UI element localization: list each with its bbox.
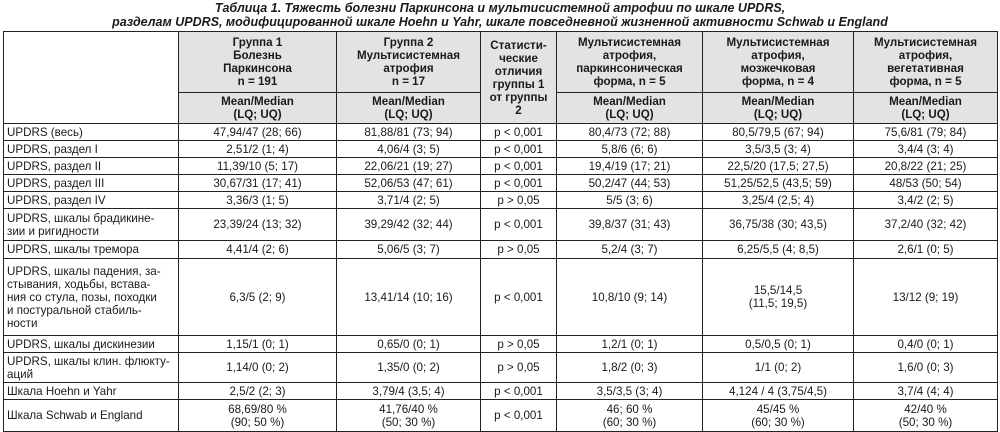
row-label (4, 141, 179, 158)
cell-text-line: ности (7, 316, 38, 330)
data-cell (854, 158, 998, 175)
cell-text-line: 22,06/21 (19; 27) (364, 159, 453, 173)
cell-text-line: 39,29/42 (32; 44) (364, 218, 453, 231)
cell-text-line: 3,25/4 (2,5; 4) (741, 193, 815, 207)
cell-text-line: зии и ригидности (7, 224, 100, 238)
cell-text-line: Шкала Hoehn и Yahr (7, 384, 117, 398)
data-cell (481, 400, 557, 432)
cell-text-line: Mean/Median (221, 95, 294, 108)
data-cell (481, 241, 557, 259)
table-row (4, 259, 998, 336)
cell-text-line: стывания, ходьбы, вставa- (7, 277, 151, 291)
cell-text-line: Паркинсона (223, 62, 292, 75)
data-cell (337, 383, 481, 400)
table-row (4, 209, 998, 241)
cell-text-line: Группа 1 (232, 36, 283, 49)
col-header-stat-diff (481, 32, 557, 124)
cell-text-line: (60; 30 %) (751, 415, 805, 429)
data-cell (179, 336, 337, 353)
data-cell (481, 124, 557, 141)
cell-text-line: 1,6/0 (0; 3) (897, 361, 954, 374)
data-cell (557, 383, 703, 400)
cell-text-line: ния со стула, позы, походки (7, 290, 157, 304)
cell-text-line: 0,4/0 (0; 1) (897, 337, 954, 351)
data-cell (337, 400, 481, 432)
data-cell (337, 158, 481, 175)
cell-text-line: отличия (494, 64, 543, 78)
row-label (4, 158, 179, 175)
cell-text-line: 11,39/10 (5; 17) (217, 159, 298, 173)
data-cell (337, 259, 481, 336)
cell-text-line: 37,2/40 (32; 42) (884, 218, 967, 231)
cell-text-line: UPDRS, раздел IV (7, 193, 106, 207)
data-cell (557, 259, 703, 336)
cell-text-line: p < 0,001 (494, 142, 543, 156)
cell-text-line: UPDRS, шкалы клин. флюкту- (7, 354, 170, 368)
cell-text-line: атрофия, (898, 49, 953, 62)
cell-text-line: 3,36/3 (1; 5) (226, 193, 289, 207)
cell-text-line: 5,06/5 (3; 7) (377, 243, 440, 256)
data-cell (179, 383, 337, 400)
data-cell (854, 192, 998, 209)
table-row (4, 400, 998, 432)
data-cell (481, 336, 557, 353)
data-cell (557, 209, 703, 241)
data-cell (481, 209, 557, 241)
cell-text-line: 50,2/47 (44; 53) (588, 176, 671, 190)
cell-text-line: 39,8/37 (31; 43) (588, 218, 671, 231)
cell-text-line: 2 (515, 103, 522, 117)
cell-text-line: от группы (489, 90, 548, 104)
data-cell (854, 241, 998, 259)
cell-text-line: 4,06/4 (3; 5) (377, 142, 440, 156)
cell-text-line: p < 0,001 (494, 125, 543, 139)
data-cell (854, 141, 998, 158)
table-row (4, 383, 998, 400)
row-label (4, 209, 179, 241)
cell-text-line: p < 0,001 (494, 290, 543, 304)
cell-text-line: (LQ; UQ) (605, 108, 654, 121)
cell-text-line: 75,6/81 (79; 84) (884, 125, 967, 139)
data-cell (557, 336, 703, 353)
cell-text-line: 3,5/3,5 (3; 4) (745, 142, 811, 156)
cell-text-line: форма, n = 5 (889, 75, 962, 88)
cell-text-line: 23,39/24 (13; 32) (213, 218, 302, 231)
cell-text-line: 5,2/4 (3; 7) (601, 243, 658, 256)
row-label (4, 383, 179, 400)
data-cell (703, 383, 854, 400)
cell-text-line: UPDRS, шкалы брадикине- (7, 211, 155, 225)
cell-text-line: 19,4/19 (17; 21) (588, 159, 671, 173)
data-cell (179, 175, 337, 192)
data-cell (179, 209, 337, 241)
cell-text-line: (LQ; UQ) (233, 108, 282, 121)
cell-text-line: p > 0,05 (497, 243, 540, 256)
cell-text-line: паркинсоническая (576, 62, 683, 75)
data-cell (557, 141, 703, 158)
cell-text-line: 2,51/2 (1; 4) (226, 142, 289, 156)
data-cell (703, 241, 854, 259)
data-cell (179, 141, 337, 158)
cell-text-line: 47,94/47 (28; 66) (213, 125, 302, 139)
data-cell (337, 336, 481, 353)
cell-text-line: форма, n = 4 (741, 75, 815, 88)
stat-label (179, 93, 337, 124)
data-cell (854, 353, 998, 383)
caption-line-2: разделам UPDRS, модифицированной шкале Hoehn и Yahr, шкале повседневной жизненной активности Schwab и England (112, 15, 888, 29)
cell-text-line: 1,2/1 (0; 1) (601, 337, 658, 351)
cell-text-line: 51,25/52,5 (43,5; 59) (724, 176, 832, 190)
data-cell (481, 353, 557, 383)
cell-text-line: 4,41/4 (2; 6) (226, 243, 289, 256)
data-cell (179, 124, 337, 141)
cell-text-line: 6,3/5 (2; 9) (229, 290, 286, 304)
cell-text-line: 1,15/1 (0; 1) (226, 337, 289, 351)
cell-text-line: 3,4/4 (3; 4) (897, 142, 954, 156)
cell-text-line: p < 0,001 (494, 159, 543, 173)
cell-text-line: 13,41/14 (10; 16) (364, 290, 453, 304)
data-cell (481, 158, 557, 175)
table-row (4, 353, 998, 383)
data-cell (179, 158, 337, 175)
cell-text-line: 41,76/40 % (379, 402, 438, 416)
stat-label (337, 93, 481, 124)
stat-label (703, 93, 854, 124)
data-cell (481, 259, 557, 336)
data-cell (557, 158, 703, 175)
col-header-group2 (337, 32, 481, 93)
data-cell (557, 353, 703, 383)
cell-text-line: 20,8/22 (21; 25) (884, 159, 967, 173)
data-cell (557, 192, 703, 209)
data-cell (337, 124, 481, 141)
cell-text-line: 3,5/3,5 (3; 4) (596, 384, 663, 398)
data-cell (179, 241, 337, 259)
cell-text-line: 52,06/53 (47; 61) (364, 176, 453, 190)
data-cell (854, 209, 998, 241)
cell-text-line: Болезнь (233, 49, 282, 62)
data-cell (557, 175, 703, 192)
cell-text-line: p > 0,05 (497, 361, 540, 374)
data-cell (179, 192, 337, 209)
cell-text-line: аций (7, 367, 34, 381)
data-cell (854, 259, 998, 336)
cell-text-line: Мультисистемная (726, 36, 830, 49)
table-caption (0, 0, 1000, 31)
row-label (4, 400, 179, 432)
col-header-group1 (179, 32, 337, 93)
cell-text-line: 1,35/0 (0; 2) (377, 361, 440, 374)
cell-text-line: 1,8/2 (0; 3) (601, 361, 658, 374)
cell-text-line: 15,5/14,5 (753, 284, 803, 297)
data-cell (703, 259, 854, 336)
table-row (4, 175, 998, 192)
cell-text-line: группы 1 (492, 77, 545, 91)
data-cell (557, 241, 703, 259)
corner-cell (4, 32, 179, 124)
data-cell (337, 241, 481, 259)
data-cell (481, 175, 557, 192)
cell-text-line: UPDRS, шкалы тремора (7, 243, 139, 256)
stat-label (557, 93, 703, 124)
data-cell (703, 124, 854, 141)
stat-label (854, 93, 998, 124)
cell-text-line: UPDRS, раздел II (7, 159, 102, 173)
data-cell (703, 158, 854, 175)
data-cell (337, 209, 481, 241)
data-cell (179, 353, 337, 383)
cell-text-line: p > 0,05 (497, 193, 540, 207)
data-cell (703, 400, 854, 432)
cell-text-line: 46; 60 % (606, 402, 653, 416)
table-row (4, 124, 998, 141)
cell-text-line: n = 191 (237, 75, 278, 88)
cell-text-line: p > 0,05 (497, 337, 540, 351)
cell-text-line: 36,75/38 (30; 43,5) (729, 218, 827, 231)
cell-text-line: 3,71/4 (2; 5) (377, 193, 440, 207)
data-cell (703, 175, 854, 192)
cell-text-line: (50; 30 %) (381, 415, 436, 429)
data-cell (703, 336, 854, 353)
cell-text-line: 81,88/81 (73; 94) (364, 125, 453, 139)
data-cell (481, 192, 557, 209)
table-row (4, 336, 998, 353)
table-row (4, 141, 998, 158)
cell-text-line: 42/40 % (904, 402, 947, 416)
data-cell (854, 400, 998, 432)
row-label (4, 241, 179, 259)
severity-table (3, 31, 998, 432)
cell-text-line: форма, n = 5 (593, 75, 666, 88)
data-cell (557, 400, 703, 432)
cell-text-line: 1,14/0 (0; 2) (226, 361, 289, 374)
cell-text-line: 48/53 (50; 54) (889, 176, 962, 190)
cell-text-line: 45/45 % (756, 402, 800, 416)
cell-text-line: UPDRS, раздел III (7, 176, 105, 190)
cell-text-line: UPDRS (весь) (7, 125, 83, 139)
data-cell (703, 353, 854, 383)
cell-text-line: 3,7/4 (4; 4) (897, 384, 954, 398)
row-label (4, 353, 179, 383)
cell-text-line: Mean/Median (889, 95, 962, 108)
cell-text-line: (LQ; UQ) (901, 108, 950, 121)
cell-text-line: (LQ; UQ) (384, 108, 433, 121)
col-header-msa-parkinsonian (557, 32, 703, 93)
cell-text-line: p < 0,001 (494, 384, 543, 398)
row-label (4, 192, 179, 209)
cell-text-line: UPDRS, шкалы дискинезии (7, 337, 155, 351)
data-cell (703, 141, 854, 158)
cell-text-line: ческие (499, 51, 538, 65)
data-cell (179, 400, 337, 432)
data-cell (854, 175, 998, 192)
cell-text-line: 4,124 / 4 (3,75/4,5) (729, 384, 827, 398)
header-row (4, 32, 998, 93)
cell-text-line: 80,4/73 (72; 88) (588, 125, 671, 139)
data-cell (703, 192, 854, 209)
cell-text-line: 2,6/1 (0; 5) (897, 243, 954, 256)
cell-text-line: 0,5/0,5 (0; 1) (745, 337, 811, 351)
cell-text-line: 22,5/20 (17,5; 27,5) (727, 159, 829, 173)
cell-text-line: p < 0,001 (494, 409, 543, 422)
cell-text-line: Группа 2 (383, 36, 434, 49)
cell-text-line: (90; 50 %) (230, 415, 285, 429)
cell-text-line: атрофия, (602, 49, 657, 62)
data-cell (337, 141, 481, 158)
cell-text-line: (50; 30 %) (898, 415, 953, 429)
cell-text-line: UPDRS, раздел I (7, 142, 98, 156)
cell-text-line: p < 0,001 (494, 176, 543, 190)
data-cell (337, 353, 481, 383)
cell-text-line: 68,69/80 % (228, 402, 287, 416)
cell-text-line: 5/5 (3; 6) (606, 193, 653, 207)
col-header-msa-autonomic (854, 32, 998, 93)
cell-text-line: 80,5/79,5 (67; 94) (732, 125, 824, 139)
cell-text-line: мозжечковая (740, 62, 816, 75)
data-cell (854, 336, 998, 353)
data-cell (557, 124, 703, 141)
cell-text-line: Mean/Median (372, 95, 445, 108)
cell-text-line: атрофия (383, 62, 434, 75)
data-cell (481, 383, 557, 400)
cell-text-line: (11,5; 19,5) (748, 297, 808, 310)
cell-text-line: вегетативная (887, 62, 964, 75)
data-cell (854, 383, 998, 400)
cell-text-line: 3,4/2 (2; 5) (897, 193, 954, 207)
cell-text-line: (LQ; UQ) (753, 108, 803, 121)
data-cell (337, 175, 481, 192)
row-label (4, 175, 179, 192)
data-cell (337, 192, 481, 209)
cell-text-line: Мультисистемная (577, 36, 682, 49)
row-label (4, 259, 179, 336)
cell-text-line: 13/12 (9; 19) (892, 290, 959, 304)
cell-text-line: атрофия, (751, 49, 805, 62)
cell-text-line: и постуральной стабиль- (7, 303, 142, 317)
cell-text-line: p < 0,001 (494, 218, 543, 231)
cell-text-line: 10,8/10 (9; 14) (591, 290, 668, 304)
cell-text-line: UPDRS, шкалы падения, за- (7, 264, 161, 278)
cell-text-line: Шкала Schwab и England (7, 409, 143, 422)
data-cell (179, 259, 337, 336)
row-label (4, 124, 179, 141)
cell-text-line: n = 17 (391, 75, 426, 88)
cell-text-line: Мультисистемная (873, 36, 978, 49)
data-cell (854, 124, 998, 141)
row-label (4, 336, 179, 353)
cell-text-line: 0,65/0 (0; 1) (377, 337, 440, 351)
cell-text-line: Mean/Median (593, 95, 666, 108)
cell-text-line: 5,8/6 (6; 6) (601, 142, 658, 156)
cell-text-line: 2,5/2 (2; 3) (229, 384, 286, 398)
cell-text-line: 1/1 (0; 2) (754, 361, 802, 374)
cell-text-line: Мультисистемная (356, 49, 461, 62)
cell-text-line: Mean/Median (741, 95, 815, 108)
col-header-msa-cerebellar (703, 32, 854, 93)
cell-text-line: 30,67/31 (17; 41) (213, 176, 302, 190)
table-row (4, 192, 998, 209)
cell-text-line: 6,25/5,5 (4; 8,5) (737, 243, 819, 256)
data-cell (703, 209, 854, 241)
table-row (4, 158, 998, 175)
cell-text-line: 3,79/4 (3,5; 4) (372, 384, 445, 398)
cell-text-line: Статисти- (490, 38, 547, 52)
cell-text-line: (60; 30 %) (602, 415, 657, 429)
caption-line-1: Таблица 1. Тяжесть болезни Паркинсона и мультисистемной атрофии по шкале UPDRS, (214, 1, 786, 15)
table-row (4, 241, 998, 259)
data-cell (481, 141, 557, 158)
